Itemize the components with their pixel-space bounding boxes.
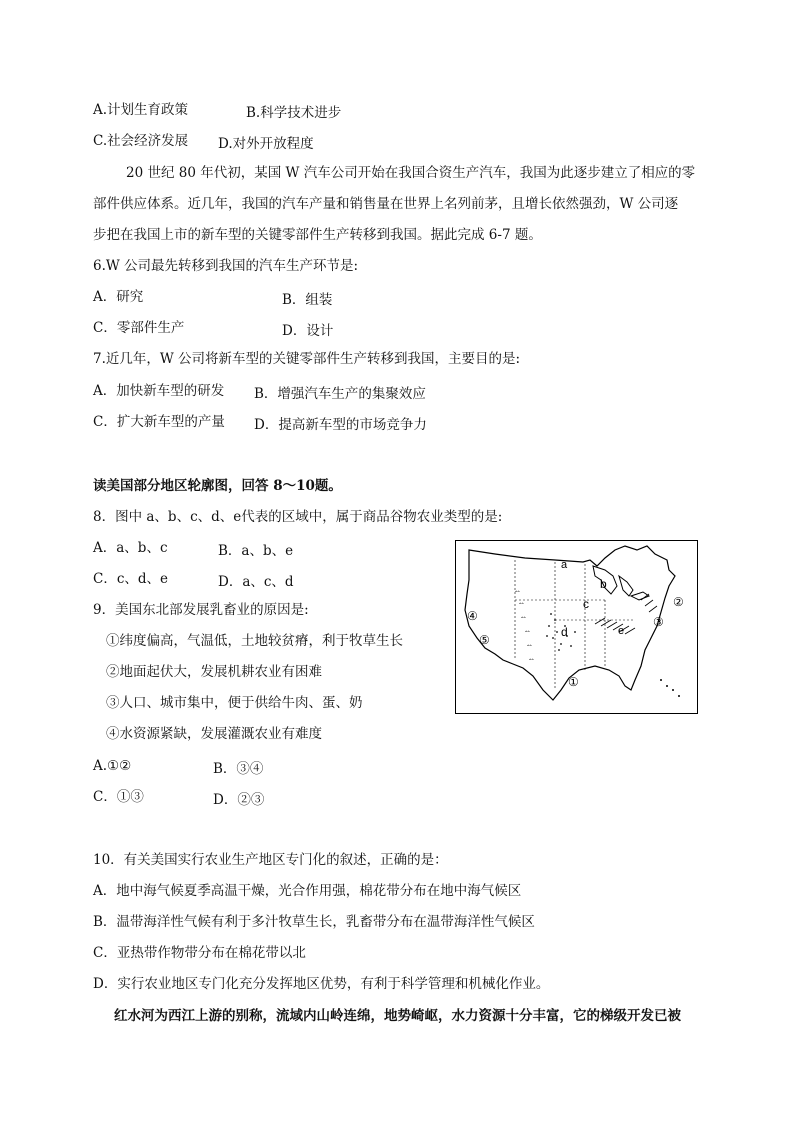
q9-stem: 9．美国东北部发展乳畜业的原因是: [93, 602, 309, 618]
q6-stem: 6.W 公司最先转移到我国的汽车生产环节是: [93, 258, 359, 274]
q7-option-b: B．增强汽车生产的集聚效应 [254, 386, 426, 402]
svg-text:‸‸: ‸‸ [521, 610, 526, 618]
q9-statement-3: ③人口、城市集中，便于供给牛肉、蛋、奶 [106, 695, 363, 711]
region-label-b: b [600, 577, 607, 591]
q6-option-a: A．研究 [93, 289, 144, 305]
svg-text:‸‸: ‸‸ [519, 596, 524, 604]
marker-1: ① [568, 675, 579, 689]
passage-67-line2: 部件供应体系。近几年，我国的汽车产量和销售量在世界上名列前茅，且增长依然强劲，W 公司逐 [93, 196, 679, 212]
svg-text:‸‸: ‸‸ [529, 652, 534, 660]
q5-option-b: B.科学技术进步 [246, 105, 342, 121]
q9-option-c: C．①③ [93, 789, 144, 805]
marker-2: ② [673, 595, 684, 609]
q9-statement-4: ④水资源紧缺，发展灌溉农业有难度 [106, 726, 322, 742]
passage-67-line3: 步把在我国上市的新车型的关键零部件生产转移到我国。据此完成 6-7 题。 [93, 227, 542, 243]
passage-next: 红水河为西江上游的别称，流域内山岭连绵，地势崎岖，水力资源十分丰富，它的梯级开发已被 [114, 1008, 681, 1024]
q7-option-c: C．扩大新车型的产量 [93, 414, 225, 430]
q10-option-d: D．实行农业地区专门化充分发挥地区优势，有利于科学管理和机械化作业。 [93, 976, 550, 992]
q9-statement-2: ②地面起伏大，发展机耕农业有困难 [106, 664, 322, 680]
q8-option-b: B．a、b、e [218, 543, 294, 559]
q9-statement-1: ①纬度偏高，气温低，土地较贫瘠，利于牧草生长 [106, 633, 403, 649]
q8-option-a: A．a、b、c [93, 540, 168, 556]
q8-stem: 8．图中 a、b、c、d、e代表的区域中，属于商品谷物农业类型的是: [93, 509, 503, 525]
q8-option-d: D．a、c、d [218, 574, 294, 590]
q6-option-d: D．设计 [282, 323, 334, 339]
region-label-a: a [561, 559, 568, 571]
q7-option-a: A．加快新车型的研发 [93, 383, 225, 399]
q7-option-d: D．提高新车型的市场竞争力 [254, 417, 427, 433]
q6-option-b: B．组装 [282, 292, 333, 308]
passage-67-line1: 20 世纪 80 年代初，某国 W 汽车公司开始在我国合资生产汽车，我国为此逐步建立了相应的零 [126, 165, 696, 181]
svg-text:‸‸: ‸‸ [515, 584, 520, 592]
svg-text:‸‸: ‸‸ [527, 638, 532, 646]
q7-stem: 7.近几年，W 公司将新车型的关键零部件生产转移到我国，主要目的是: [93, 351, 521, 367]
intro-8-10: 读美国部分地区轮廓图，回答 8～10题。 [93, 478, 342, 494]
q8-option-c: C．c、d、e [93, 571, 169, 587]
q5-option-a: A.计划生育政策 [93, 102, 189, 118]
marker-4: ④ [467, 609, 478, 623]
q5-option-c: C.社会经济发展 [93, 133, 189, 149]
q9-option-a: A.①② [93, 758, 132, 774]
q6-option-c: C．零部件生产 [93, 320, 185, 336]
q10-option-b: B．温带海洋性气候有利于多汁牧草生长，乳畜带分布在温带海洋性气候区 [93, 914, 535, 930]
q10-option-a: A．地中海气候夏季高温干燥，光合作用强，棉花带分布在地中海气候区 [93, 883, 522, 899]
q5-option-d: D.对外开放程度 [218, 136, 314, 152]
q9-option-d: D．②③ [213, 792, 265, 808]
region-label-d: d [561, 625, 568, 639]
region-label-e: e [618, 625, 625, 637]
svg-text:‸‸: ‸‸ [525, 624, 530, 632]
q10-option-c: C．亚热带作物带分布在棉花带以北 [93, 945, 306, 961]
marker-3: ③ [653, 615, 664, 629]
q10-stem: 10．有关美国实行农业生产地区专门化的叙述，正确的是： [93, 852, 448, 868]
region-label-c: c [583, 597, 589, 611]
marker-5: ⑤ [479, 633, 490, 647]
q9-option-b: B．③④ [213, 761, 264, 777]
usa-region-map [455, 540, 698, 714]
